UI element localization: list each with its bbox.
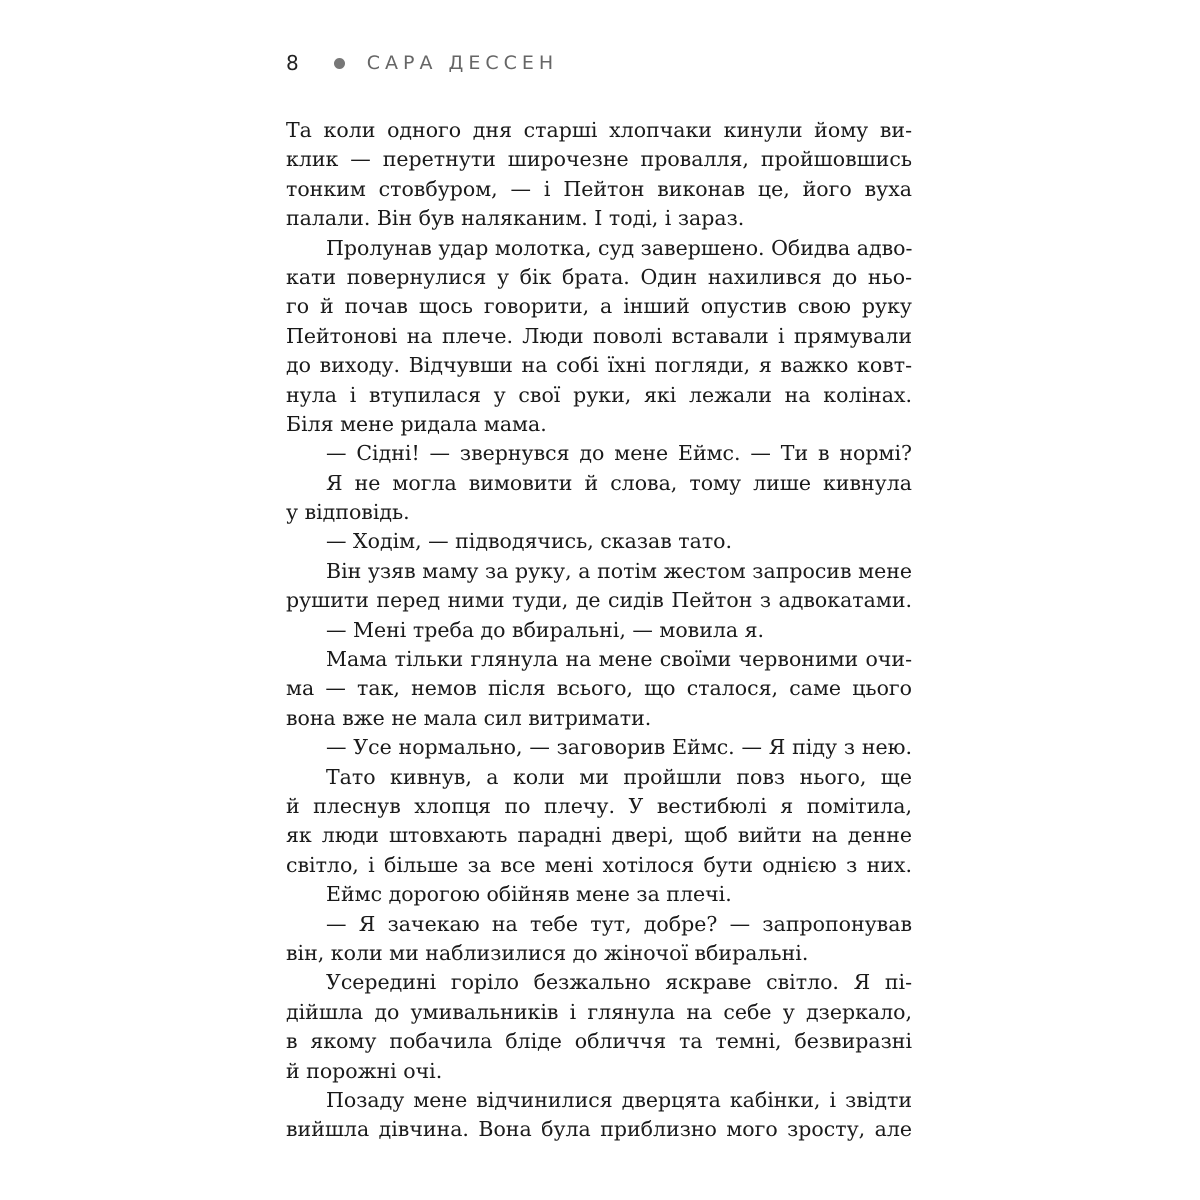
text-line: Тато кивнув, а коли ми пройшли повз нього, ще	[326, 764, 912, 789]
text-line: — Сідні! — звернувся до мене Еймс. — Ти в нормі?	[326, 441, 912, 466]
text-line: Пролунав удар молотка, суд завершено. Обидва адво-	[326, 235, 913, 260]
text-line: го й почав щось говорити, а інший опустив свою руку	[286, 294, 912, 319]
text-line: й порожні очі.	[286, 1058, 443, 1083]
text-line: ма — так, немов після всього, що сталося, саме цього	[286, 676, 912, 701]
text-line: тонким стовбуром, — і Пейтон виконав це, його вуха	[286, 176, 912, 201]
text-line: — Усе нормально, — заговорив Еймс. — Я піду з нею.	[326, 735, 912, 760]
text-line: — Ходім, — підводячись, сказав тато.	[326, 529, 733, 554]
text-line: кати повернулися у бік брата. Один нахилився до ньо-	[286, 264, 912, 289]
text-line: палали. Він був наляканим. І тоді, і зараз.	[286, 206, 745, 231]
text-line: Біля мене ридала мама.	[286, 411, 547, 436]
text-line: нула і втупилася у свої руки, які лежали на колінах.	[286, 382, 912, 407]
text-line: Я не могла вимовити й слова, тому лише кивнула	[326, 470, 912, 495]
author-name: САРА ДЕССЕН	[366, 52, 559, 74]
text-line: Він узяв маму за руку, а потім жестом запросив мене	[326, 558, 912, 583]
text-line: — Я зачекаю на тебе тут, добре? — запропонував	[326, 911, 912, 936]
text-line: вона вже не мала сил витримати.	[286, 705, 652, 730]
text-line: Та коли одного дня старші хлопчаки кинули йому ви-	[286, 118, 912, 142]
running-head	[286, 48, 558, 78]
text-line: в якому побачила бліде обличчя та темні, безвиразні	[286, 1029, 912, 1054]
text-line: як люди штовхають парадні двері, щоб вийти на денне	[286, 823, 912, 848]
body-text	[286, 116, 912, 1145]
text-line: він, коли ми наблизилися до жіночої вбиральні.	[286, 940, 809, 965]
text-line: світло, і більше за все мені хотілося бути однією з них.	[286, 852, 912, 877]
text-line: Мама тільки глянула на мене своїми червоними очи-	[326, 647, 912, 672]
text-line: вийшла дівчина. Вона була приблизно мого зросту, але	[286, 1117, 912, 1142]
bullet-separator-icon	[334, 58, 345, 69]
text-line: до виходу. Відчувши на собі їхні погляди, я важко ковт-	[286, 353, 912, 378]
text-line: Еймс дорогою обійняв мене за плечі.	[326, 882, 732, 907]
text-line: Пейтонові на плече. Люди поволі вставали і прямували	[286, 323, 912, 348]
text-line: Позаду мене відчинилися дверцята кабінки, і звідти	[326, 1087, 912, 1112]
text-line: рушити перед ними туди, де сидів Пейтон з адвокатами.	[286, 588, 912, 613]
text-line: — Мені треба до вбиральні, — мовила я.	[326, 617, 765, 642]
text-line: у відповідь.	[286, 500, 410, 525]
text-line: клик — перетнути широчезне провалля, пройшовшись	[286, 147, 912, 172]
page-number: 8	[286, 51, 300, 75]
text-line: Усередині горіло безжально яскраве світло. Я пі-	[326, 970, 912, 995]
text-line: дійшла до умивальників і глянула на себе у дзеркало,	[286, 999, 912, 1024]
text-line: й плеснув хлопця по плечу. У вестибюлі я помітила,	[286, 793, 912, 818]
